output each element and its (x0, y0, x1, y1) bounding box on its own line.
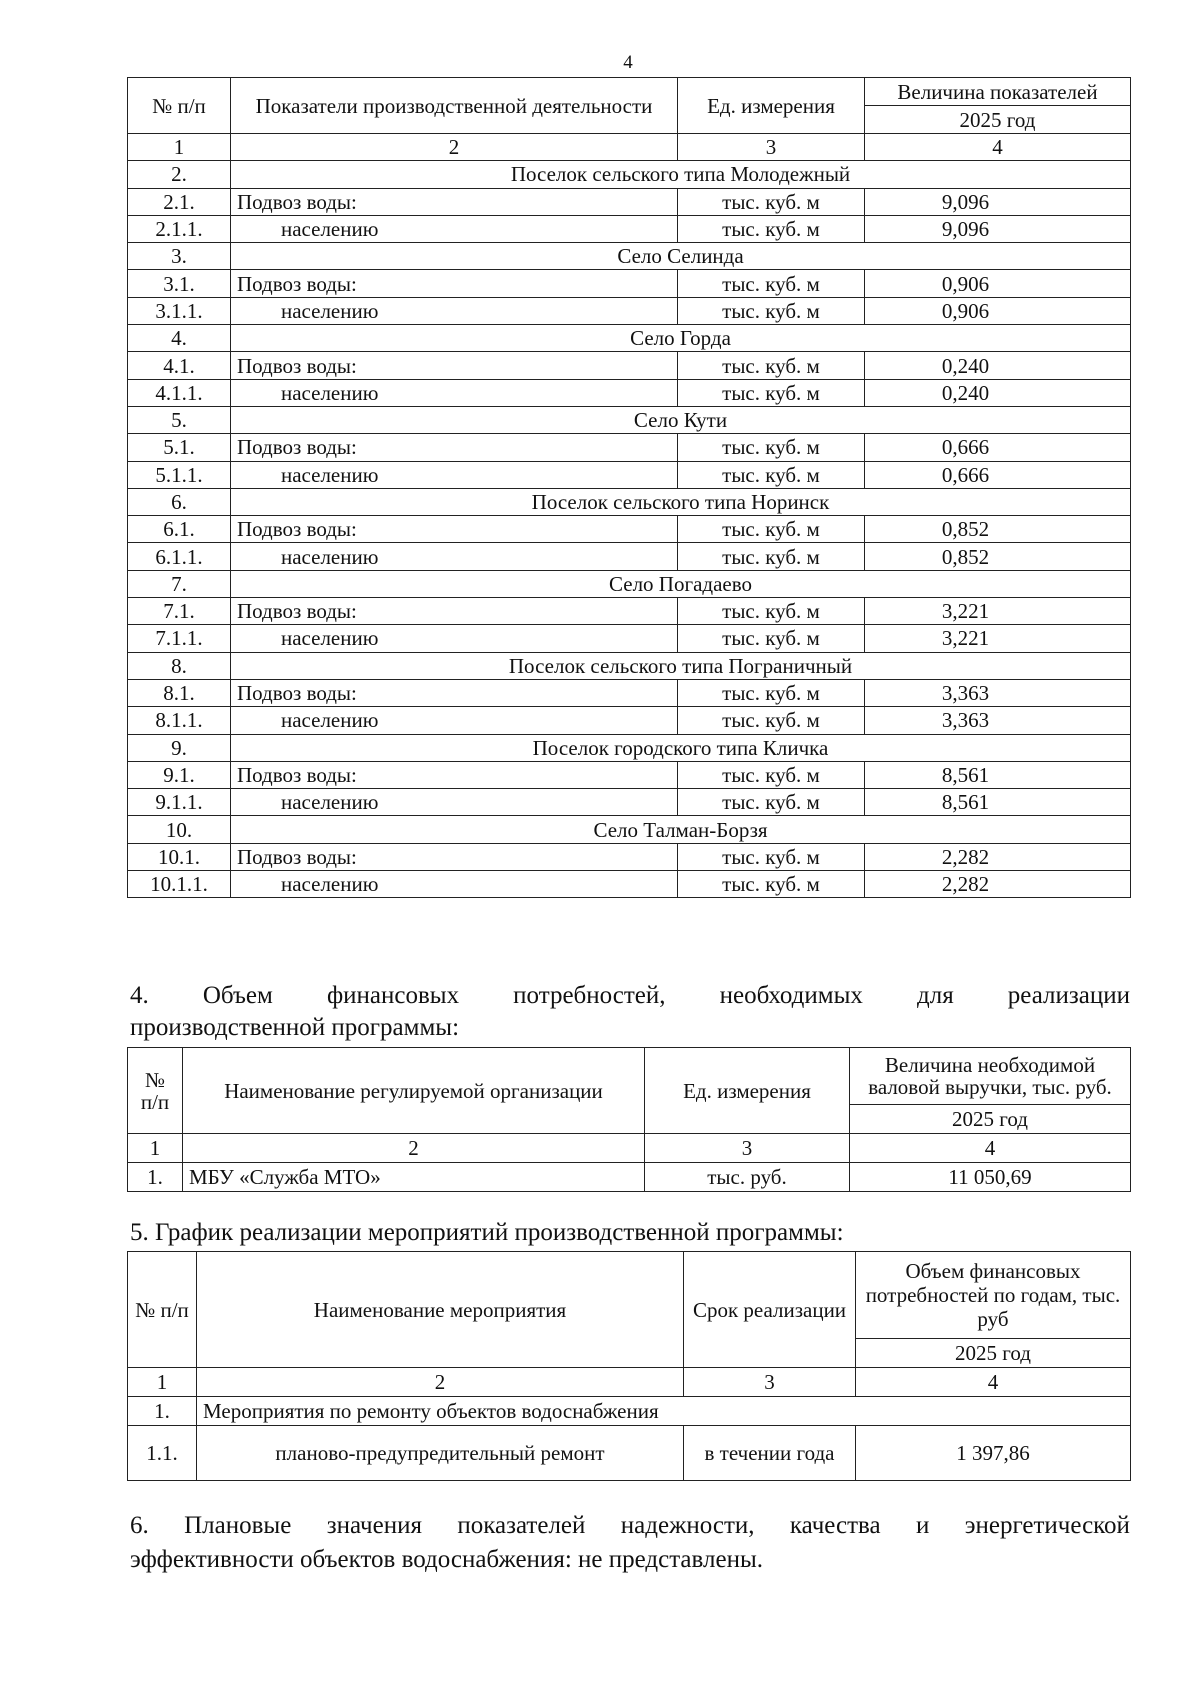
col-number-4: 4 (850, 1134, 1131, 1163)
heading-word: качества (789, 1512, 881, 1539)
table-row (128, 679, 1131, 706)
row-value: 3,363 (865, 679, 1131, 706)
row-num: 4.1.1. (128, 379, 231, 406)
header-revenue: Величина необходимой валовой выручки, тыс. руб. (850, 1048, 1131, 1105)
table-row (128, 598, 1131, 625)
row-name: Подвоз воды: (231, 761, 678, 788)
header-num: № п/п (128, 1048, 183, 1134)
row-value: 0,240 (865, 379, 1131, 406)
row-name: Подвоз воды: (231, 352, 678, 379)
section-row (128, 243, 1131, 270)
row-value: 1 397,86 (856, 1426, 1131, 1481)
row-value: 2,282 (865, 843, 1131, 870)
header-num: № п/п (128, 78, 231, 134)
section-row (128, 816, 1131, 843)
row-unit: тыс. куб. м (678, 297, 865, 324)
row-name: населению (231, 871, 678, 898)
row-unit: тыс. куб. м (678, 625, 865, 652)
heading-word: для (917, 982, 954, 1009)
table-row (128, 434, 1131, 461)
row-unit: тыс. куб. м (678, 761, 865, 788)
group-title: Мероприятия по ремонту объектов водоснабжения (197, 1397, 1131, 1426)
row-value: 0,240 (865, 352, 1131, 379)
col-number-2: 2 (183, 1134, 645, 1163)
row-num: 8.1.1. (128, 707, 231, 734)
header-unit: Ед. измерения (645, 1048, 850, 1134)
section-row (128, 406, 1131, 433)
page-number: 4 (623, 52, 633, 73)
row-num: 1.1. (128, 1426, 197, 1481)
header-indicator: Показатели производственной деятельности (231, 78, 678, 134)
header-financial-volume: Объем финансовых потребностей по годам, тыс. руб (856, 1252, 1131, 1339)
table-row (128, 352, 1131, 379)
settlement-title: Поселок сельского типа Молодежный (231, 161, 1131, 188)
table-row (128, 461, 1131, 488)
header-year: 2025 год (850, 1105, 1131, 1134)
row-num: 3.1. (128, 270, 231, 297)
header-value: Величина показателей (865, 78, 1131, 106)
group-num: 1. (128, 1397, 197, 1426)
row-name: населению (231, 543, 678, 570)
row-num: 10.1. (128, 843, 231, 870)
section-4-heading (130, 980, 1130, 1044)
row-unit: тыс. руб. (645, 1163, 850, 1192)
row-num: 6. (128, 488, 231, 515)
row-value: 9,096 (865, 215, 1131, 242)
row-unit: тыс. куб. м (678, 434, 865, 461)
row-unit: тыс. куб. м (678, 379, 865, 406)
row-event: планово-предупредительный ремонт (197, 1426, 684, 1481)
heading-word: 4. (130, 982, 149, 1009)
table-row (128, 789, 1131, 816)
row-name: населению (231, 461, 678, 488)
header-unit: Ед. измерения (678, 78, 865, 134)
table-row (128, 188, 1131, 215)
header-organization: Наименование регулируемой организации (183, 1048, 645, 1134)
table-row (128, 516, 1131, 543)
row-value: 0,906 (865, 297, 1131, 324)
header-event: Наименование мероприятия (197, 1252, 684, 1368)
settlement-title: Село Кути (231, 406, 1131, 433)
row-unit: тыс. куб. м (678, 871, 865, 898)
row-name: населению (231, 215, 678, 242)
section-row (128, 734, 1131, 761)
production-indicators-table (127, 77, 1131, 898)
section-5-heading: 5. График реализации мероприятий производственной программы: (130, 1219, 844, 1246)
col-number-4: 4 (865, 134, 1131, 161)
row-num: 10.1.1. (128, 871, 231, 898)
row-unit: тыс. куб. м (678, 215, 865, 242)
heading-word: потребностей, (513, 982, 666, 1009)
heading-word: Объем (202, 982, 273, 1009)
row-value: 0,666 (865, 434, 1131, 461)
row-name: населению (231, 625, 678, 652)
section-6-heading-line1 (130, 1509, 1130, 1543)
row-value: 0,852 (865, 516, 1131, 543)
section-6-heading-line2: эффективности объектов водоснабжения: не представлены. (130, 1546, 763, 1573)
heading-word: Плановые (184, 1512, 292, 1539)
settlement-title: Село Селинда (231, 243, 1131, 270)
table-row (128, 1397, 1131, 1426)
row-name: Подвоз воды: (231, 188, 678, 215)
row-unit: тыс. куб. м (678, 188, 865, 215)
col-number-3: 3 (684, 1368, 856, 1397)
row-num: 9.1. (128, 761, 231, 788)
section-6-heading (130, 1509, 1130, 1577)
col-number-2: 2 (231, 134, 678, 161)
row-num: 2.1. (128, 188, 231, 215)
col-number-2: 2 (197, 1368, 684, 1397)
row-value: 11 050,69 (850, 1163, 1131, 1192)
row-num: 5. (128, 406, 231, 433)
row-num: 9. (128, 734, 231, 761)
financial-needs-table (127, 1047, 1131, 1192)
row-value: 3,363 (865, 707, 1131, 734)
row-num: 4. (128, 325, 231, 352)
table-row (128, 871, 1131, 898)
table-row (128, 761, 1131, 788)
row-value: 0,666 (865, 461, 1131, 488)
heading-word: надежности, (620, 1512, 755, 1539)
table-row (128, 625, 1131, 652)
col-number-1: 1 (128, 1134, 183, 1163)
row-unit: тыс. куб. м (678, 707, 865, 734)
section-row (128, 325, 1131, 352)
row-unit: тыс. куб. м (678, 270, 865, 297)
row-num: 7. (128, 570, 231, 597)
settlement-title: Село Погадаево (231, 570, 1131, 597)
row-name: населению (231, 789, 678, 816)
row-num: 5.1.1. (128, 461, 231, 488)
section-4-heading-line2: производственной программы: (130, 1014, 460, 1041)
heading-word: и (916, 1512, 930, 1539)
row-num: 4.1. (128, 352, 231, 379)
table-row (128, 707, 1131, 734)
production-indicators-body (128, 161, 1131, 898)
row-num: 7.1. (128, 598, 231, 625)
header-year: 2025 год (865, 106, 1131, 134)
row-value: 0,906 (865, 270, 1131, 297)
row-name: Подвоз воды: (231, 679, 678, 706)
schedule-table (127, 1251, 1131, 1481)
settlement-title: Поселок сельского типа Норинск (231, 488, 1131, 515)
row-num: 8.1. (128, 679, 231, 706)
settlement-title: Село Горда (231, 325, 1131, 352)
table-row (128, 297, 1131, 324)
row-num: 7.1.1. (128, 625, 231, 652)
heading-word: финансовых (326, 982, 460, 1009)
row-name: Подвоз воды: (231, 516, 678, 543)
heading-word: показателей (457, 1512, 586, 1539)
row-value: 8,561 (865, 761, 1131, 788)
row-num: 2.1.1. (128, 215, 231, 242)
section-row (128, 161, 1131, 188)
row-value: 9,096 (865, 188, 1131, 215)
header-year: 2025 год (856, 1339, 1131, 1368)
row-value: 3,221 (865, 598, 1131, 625)
row-num: 6.1.1. (128, 543, 231, 570)
row-name: Подвоз воды: (231, 270, 678, 297)
row-name: Подвоз воды: (231, 843, 678, 870)
table-row (128, 843, 1131, 870)
row-unit: тыс. куб. м (678, 598, 865, 625)
section-row (128, 488, 1131, 515)
table-row (128, 270, 1131, 297)
row-name: Подвоз воды: (231, 434, 678, 461)
table-row (128, 1426, 1131, 1481)
row-name: Подвоз воды: (231, 598, 678, 625)
section-row (128, 570, 1131, 597)
row-unit: тыс. куб. м (678, 679, 865, 706)
row-num: 3. (128, 243, 231, 270)
row-unit: тыс. куб. м (678, 843, 865, 870)
row-value: 2,282 (865, 871, 1131, 898)
settlement-title: Поселок городского типа Кличка (231, 734, 1131, 761)
header-num: № п/п (128, 1252, 197, 1368)
table-row (128, 379, 1131, 406)
row-unit: тыс. куб. м (678, 789, 865, 816)
heading-word: реализации (1007, 982, 1130, 1009)
row-num: 1. (128, 1163, 183, 1192)
col-number-1: 1 (128, 134, 231, 161)
heading-word: необходимых (719, 982, 863, 1009)
heading-word: значения (326, 1512, 422, 1539)
row-name: населению (231, 297, 678, 324)
row-num: 6.1. (128, 516, 231, 543)
table-row (128, 215, 1131, 242)
col-number-4: 4 (856, 1368, 1131, 1397)
row-name: населению (231, 707, 678, 734)
row-organization: МБУ «Служба МТО» (183, 1163, 645, 1192)
row-num: 3.1.1. (128, 297, 231, 324)
row-value: 3,221 (865, 625, 1131, 652)
row-unit: тыс. куб. м (678, 461, 865, 488)
row-num: 9.1.1. (128, 789, 231, 816)
table-row (128, 543, 1131, 570)
row-unit: тыс. куб. м (678, 516, 865, 543)
settlement-title: Поселок сельского типа Пограничный (231, 652, 1131, 679)
col-number-3: 3 (678, 134, 865, 161)
row-value: 8,561 (865, 789, 1131, 816)
row-name: населению (231, 379, 678, 406)
table-row (128, 1163, 1131, 1192)
row-unit: тыс. куб. м (678, 543, 865, 570)
header-term: Срок реализации (684, 1252, 856, 1368)
section-4-heading-line1 (130, 980, 1130, 1012)
heading-word: 6. (130, 1512, 149, 1539)
row-value: 0,852 (865, 543, 1131, 570)
row-num: 5.1. (128, 434, 231, 461)
col-number-3: 3 (645, 1134, 850, 1163)
col-number-1: 1 (128, 1368, 197, 1397)
row-unit: тыс. куб. м (678, 352, 865, 379)
section-row (128, 652, 1131, 679)
row-num: 10. (128, 816, 231, 843)
row-num: 8. (128, 652, 231, 679)
row-num: 2. (128, 161, 231, 188)
row-term: в течении года (684, 1426, 856, 1481)
settlement-title: Село Талман-Борзя (231, 816, 1131, 843)
heading-word: энергетической (964, 1512, 1130, 1539)
